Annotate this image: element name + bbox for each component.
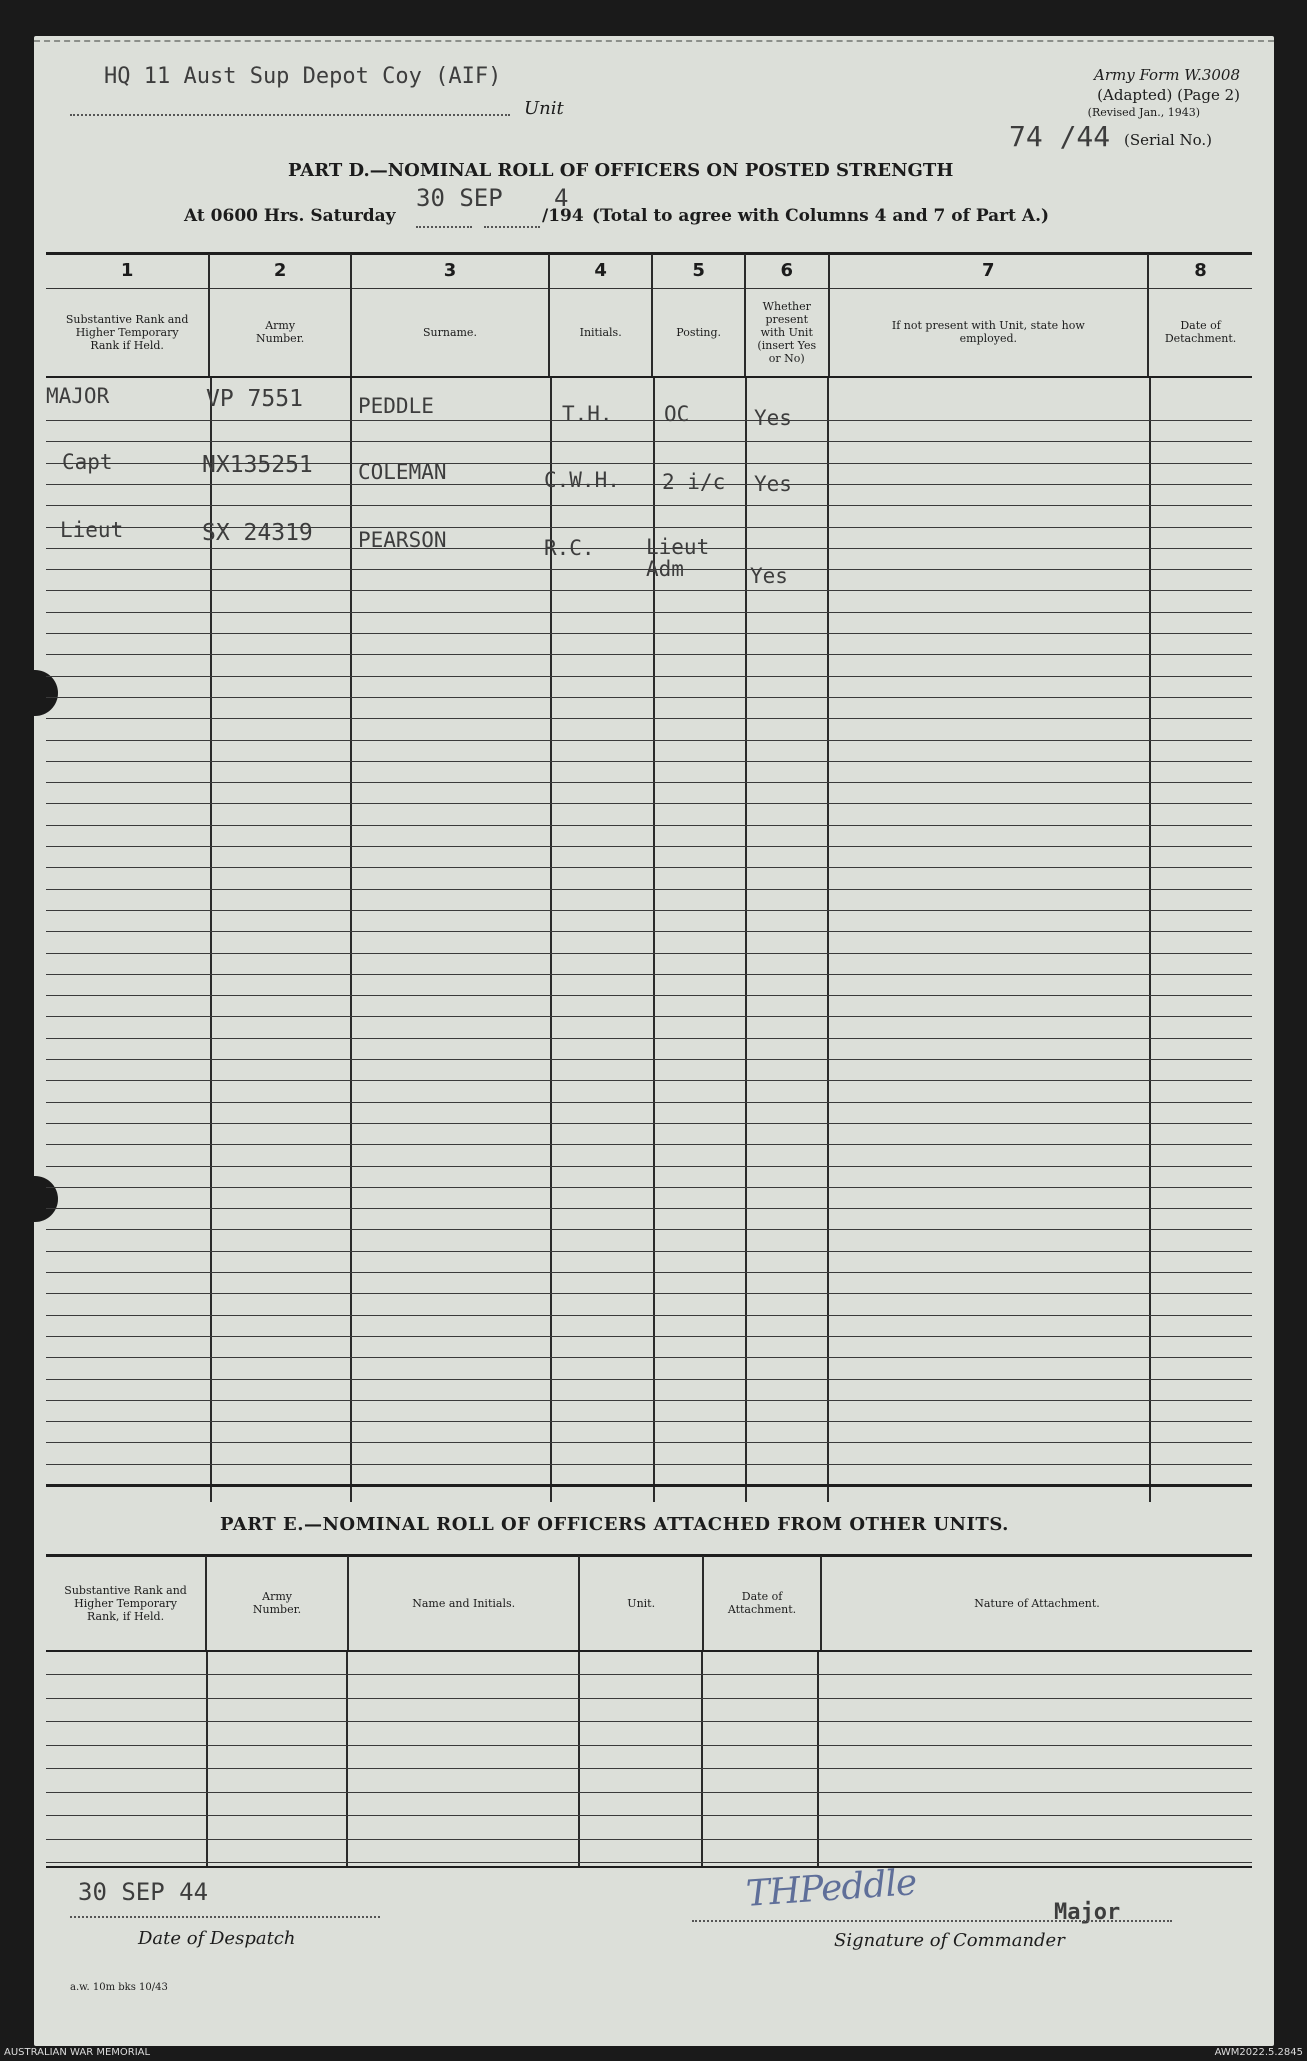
ruled-line (46, 1698, 1252, 1699)
part-d-col-divider (1149, 378, 1151, 1502)
ruled-line (46, 1839, 1252, 1840)
ruled-line (46, 633, 1252, 634)
punch-hole (34, 1176, 58, 1222)
part-e-col-divider (701, 1652, 703, 1868)
col-header-detachment: Date of Detachment. (1164, 319, 1237, 346)
form-id: Army Form W.3008 (1094, 66, 1240, 84)
date-dotted-2 (484, 226, 540, 228)
ruled-line (46, 1038, 1252, 1039)
ruled-line (46, 1792, 1252, 1793)
part-d-title: PART D.—NOMINAL ROLL OF OFFICERS ON POSTED STRENGTH (288, 160, 954, 181)
signature-dotted-line (692, 1920, 1172, 1922)
col-header-surname: Surname. (422, 325, 477, 339)
col-header-rank: Substantive Rank and Higher Temporary Rank if Held. (65, 312, 189, 352)
col-header-army-number: Army Number. (256, 319, 305, 346)
part-d-header (46, 254, 1252, 376)
col-header-employment: If not present with Unit, state how employed. (891, 319, 1085, 346)
part-d-year-typed: 4 (554, 184, 569, 212)
row-army-number: SX 24319 (202, 520, 313, 546)
row-posting: 2 i/c (662, 470, 726, 494)
part-d-at-text: At 0600 Hrs. Saturday (184, 206, 396, 226)
e-header-unit: Unit. (627, 1596, 656, 1610)
ruled-line (46, 974, 1252, 975)
ruled-line (46, 761, 1252, 762)
ruled-line (46, 1721, 1252, 1722)
row-surname: COLEMAN (358, 460, 447, 484)
ruled-line (46, 1251, 1252, 1252)
ruled-line (46, 1229, 1252, 1230)
ruled-line (46, 1862, 1252, 1863)
ruled-line (46, 1016, 1252, 1017)
ruled-line (46, 867, 1252, 868)
part-e-col-divider (206, 1652, 208, 1868)
ruled-line (46, 420, 1252, 421)
despatch-label: Date of Despatch (138, 1928, 296, 1949)
part-d-col-divider (350, 378, 352, 1502)
ruled-line (46, 1272, 1252, 1273)
form-adapted: (Adapted) (Page 2) (1097, 86, 1240, 104)
part-e-header (46, 1556, 1252, 1650)
ruled-line (46, 1102, 1252, 1103)
perforation-edge (34, 40, 1274, 48)
ruled-line (46, 782, 1252, 783)
ruled-line (46, 590, 1252, 591)
archive-footer-right: AWM2022.5.2845 (1214, 2047, 1303, 2058)
date-dotted-1 (416, 226, 472, 228)
ruled-line (46, 718, 1252, 719)
row-initials: R.C. (544, 536, 595, 560)
e-header-army-number: Army Number. (252, 1590, 302, 1616)
ruled-line (46, 1144, 1252, 1145)
ruled-line (46, 995, 1252, 996)
form-revised: (Revised Jan., 1943) (1087, 106, 1200, 119)
unit-label: Unit (524, 98, 564, 119)
row-initials: C.W.H. (544, 468, 620, 492)
print-code: a.w. 10m bks 10/43 (70, 1982, 168, 1993)
part-e-col-divider (817, 1652, 819, 1868)
e-header-name: Name and Initials. (412, 1596, 516, 1610)
row-army-number: VP 7551 (206, 386, 303, 412)
ruled-line (46, 1187, 1252, 1188)
col-header-posting: Posting. (676, 325, 722, 339)
col-num-8: 8 (1194, 260, 1207, 282)
col-num-5: 5 (692, 260, 705, 282)
serial-label: (Serial No.) (1124, 131, 1212, 149)
ruled-line (46, 697, 1252, 698)
part-e-header-rule (46, 1650, 1252, 1652)
form-page (34, 36, 1274, 2046)
commander-signature: THPeddle (744, 1862, 918, 1915)
part-d-col-divider (827, 378, 829, 1502)
ruled-line (46, 1336, 1252, 1337)
row-rank: Capt (62, 450, 113, 474)
part-e-col-divider (346, 1652, 348, 1868)
serial-typed: 74 /44 (1009, 120, 1111, 153)
col-num-1: 1 (120, 260, 134, 282)
ruled-line (46, 803, 1252, 804)
signature-label: Signature of Commander (834, 1930, 1065, 1951)
col-header-present: Whether present with Unit (insert Yes or No) (757, 299, 817, 365)
part-d-year-print: /194 (542, 206, 584, 226)
col-num-7: 7 (982, 260, 995, 282)
ruled-line (46, 953, 1252, 954)
part-d-total-note: (Total to agree with Columns 4 and 7 of Part A.) (592, 206, 1050, 226)
part-d-col-divider (745, 378, 747, 1502)
unit-name-typed: HQ 11 Aust Sup Depot Coy (AIF) (104, 64, 502, 89)
part-d-bottom-rule (46, 1484, 1252, 1487)
ruled-line (46, 1379, 1252, 1380)
ruled-line (46, 931, 1252, 932)
part-d-date-typed: 30 SEP (416, 184, 503, 212)
e-header-date: Date of Attachment. (727, 1590, 797, 1616)
ruled-line (46, 1464, 1252, 1465)
ruled-line (46, 1059, 1252, 1060)
ruled-line (46, 1400, 1252, 1401)
ruled-line (46, 1080, 1252, 1081)
ruled-line (46, 484, 1252, 485)
e-header-nature: Nature of Attachment. (974, 1596, 1100, 1610)
ruled-line (46, 1123, 1252, 1124)
ruled-line (46, 654, 1252, 655)
punch-hole (34, 670, 58, 716)
part-e-bottom-rule (46, 1866, 1252, 1868)
ruled-line (46, 676, 1252, 677)
despatch-date-typed: 30 SEP 44 (78, 1878, 209, 1906)
ruled-line (46, 1745, 1252, 1746)
row-posting: Lieut Adm (646, 535, 710, 581)
ruled-line (46, 1208, 1252, 1209)
ruled-line (46, 1315, 1252, 1316)
archive-footer-left: AUSTRALIAN WAR MEMORIAL (4, 2047, 151, 2058)
ruled-line (46, 825, 1252, 826)
ruled-line (46, 1815, 1252, 1816)
row-surname: PEDDLE (358, 394, 434, 418)
row-rank: Lieut (60, 518, 124, 542)
commander-rank-typed: Major (1054, 1900, 1121, 1925)
col-num-3: 3 (443, 260, 457, 282)
row-posting: OC (664, 402, 690, 426)
row-present: Yes (754, 406, 792, 430)
ruled-line (46, 1768, 1252, 1769)
unit-dotted-line (70, 114, 510, 116)
despatch-dotted-line (70, 1916, 380, 1918)
ruled-line (46, 505, 1252, 506)
row-present: Yes (750, 564, 788, 588)
row-army-number: NX135251 (202, 452, 313, 478)
ruled-line (46, 1421, 1252, 1422)
ruled-line (46, 1674, 1252, 1675)
row-present: Yes (754, 472, 792, 496)
row-surname: PEARSON (358, 528, 447, 552)
col-header-initials: Initials. (579, 325, 622, 339)
col-num-2: 2 (273, 260, 287, 282)
ruled-line (46, 1293, 1252, 1294)
ruled-line (46, 1442, 1252, 1443)
row-rank: MAJOR (46, 384, 110, 408)
e-header-rank: Substantive Rank and Higher Temporary Rank, if Held. (64, 1583, 187, 1623)
col-num-4: 4 (594, 260, 607, 282)
part-e-col-divider (578, 1652, 580, 1868)
ruled-line (46, 441, 1252, 442)
part-e-title: PART E.—NOMINAL ROLL OF OFFICERS ATTACHED FROM OTHER UNITS. (220, 1514, 1009, 1535)
ruled-line (46, 612, 1252, 613)
ruled-line (46, 846, 1252, 847)
ruled-line (46, 1357, 1252, 1358)
ruled-line (46, 1166, 1252, 1167)
ruled-line (46, 740, 1252, 741)
part-d-col-divider (210, 378, 212, 1502)
ruled-line (46, 910, 1252, 911)
ruled-line (46, 889, 1252, 890)
row-initials: T.H. (562, 402, 613, 426)
col-num-6: 6 (780, 260, 794, 282)
part-d-header-rule (46, 376, 1252, 378)
